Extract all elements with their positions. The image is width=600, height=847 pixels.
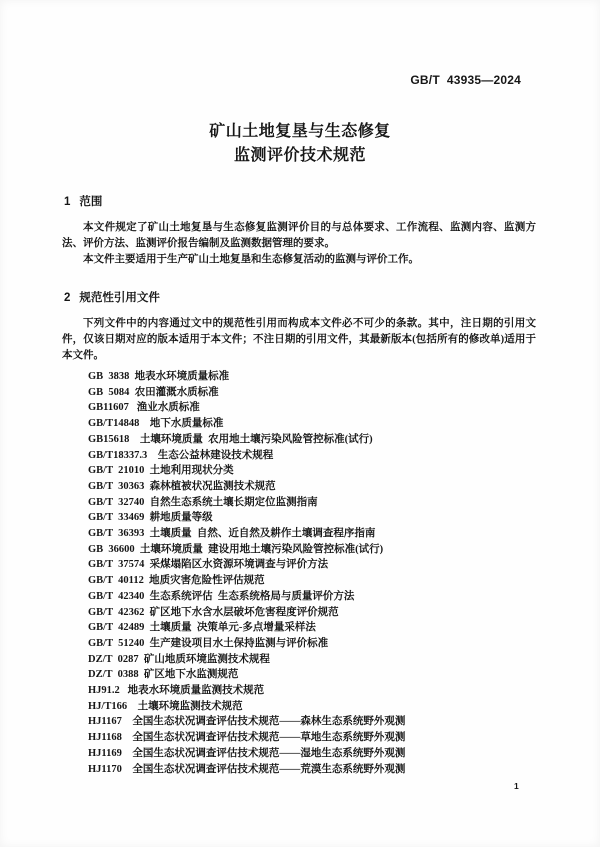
reference-item: GB 36600 土壤环境质量 建设用地土壤污染风险管控标准(试行): [88, 543, 384, 555]
section-1-number: 1: [64, 196, 71, 208]
reference-item: GB/T 21010 土地利用现状分类: [88, 465, 234, 477]
reference-item: GB/T 36393 土壤质量 自然、近自然及耕作土壤调查程序指南: [88, 528, 376, 540]
reference-item: HJ1168 全国生态状况调查评估技术规范——草地生态系统野外观测: [88, 732, 406, 744]
reference-item: GB15618 土壤环境质量 农用地土壤污染风险管控标准(试行): [88, 433, 373, 445]
section-2-title: 规范性引用文件: [79, 292, 160, 304]
reference-item: GB/T 32740 自然生态系统土壤长期定位监测指南: [88, 496, 318, 508]
reference-item: HJ1167 全国生态状况调查评估技术规范——森林生态系统野外观测: [88, 716, 406, 728]
reference-item: HJ1169 全国生态状况调查评估技术规范——湿地生态系统野外观测: [88, 747, 406, 759]
section-2-heading: [64, 289, 160, 305]
page-number: 1: [514, 781, 519, 791]
reference-item: HJ/T166 土壤环境监测技术规范: [88, 700, 243, 712]
reference-item: DZ/T 0287 矿山地质环境监测技术规程: [88, 653, 270, 665]
section-1-title: 范围: [79, 196, 103, 208]
reference-item: GB/T 42340 生态系统评估 生态系统格局与质量评价方法: [88, 590, 355, 602]
reference-item: GB 3838 地表水环境质量标准: [88, 371, 230, 382]
section-1-paragraph-2: 本文件主要适用于生产矿山土地复垦和生态修复活动的监测与评价工作。: [83, 254, 419, 265]
section-1-heading: [64, 193, 102, 209]
reference-item: GB/T14848 地下水质量标准: [88, 418, 224, 430]
normative-references-list: [88, 369, 548, 777]
document-title-line-2: 监测评价技术规范: [233, 147, 366, 164]
section-2-intro-paragraph: 下列文件中的内容通过文中的规范性引用而构成本文件必不可少的条款。其中，注日期的引用文件，仅该日期对应的版本适用于本文件；不注日期的引用文件，其最新版本(包括所有的修改单)适用于本文件。: [62, 318, 536, 361]
section-1-paragraph-1: 本文件规定了矿山土地复垦与生态修复监测评价目的与总体要求、工作流程、监测内容、监测方法、评价方法、监测评价报告编制及监测数据管理的要求。: [62, 222, 536, 249]
document-title: [0, 120, 600, 168]
reference-item: GB/T 42362 矿区地下水含水层破坏危害程度评价规范: [88, 606, 339, 618]
reference-item: GB/T18337.3 生态公益林建设技术规程: [88, 449, 274, 461]
standard-number: GB/T 43935—2024: [410, 73, 521, 87]
reference-item: GB/T 33469 耕地质量等级: [88, 512, 213, 524]
reference-item: GB 5084 农田灌溉水质标准: [88, 386, 219, 398]
reference-item: GB/T 51240 生产建设项目水土保持监测与评价标准: [88, 637, 329, 649]
reference-item: HJ1170 全国生态状况调查评估技术规范——荒漠生态系统野外观测: [88, 763, 406, 775]
reference-item: GB11607 渔业水质标准: [88, 402, 200, 414]
section-2-number: 2: [64, 292, 71, 304]
section-2-intro: [62, 316, 536, 364]
reference-item: DZ/T 0388 矿区地下水监测规范: [88, 669, 239, 681]
reference-item: GB/T 37574 采煤塌陷区水资源环境调查与评价方法: [88, 559, 329, 571]
reference-item: HJ91.2 地表水环境质量监测技术规范: [88, 685, 265, 697]
reference-item: GB/T 30363 森林植被状况监测技术规范: [88, 480, 276, 492]
section-1-body: [62, 220, 536, 268]
reference-item: GB/T 40112 地质灾害危险性评估规范: [88, 575, 265, 587]
document-title-line-1: 矿山土地复垦与生态修复: [209, 123, 391, 140]
reference-item: GB/T 42489 土壤质量 决策单元-多点增量采样法: [88, 622, 316, 634]
